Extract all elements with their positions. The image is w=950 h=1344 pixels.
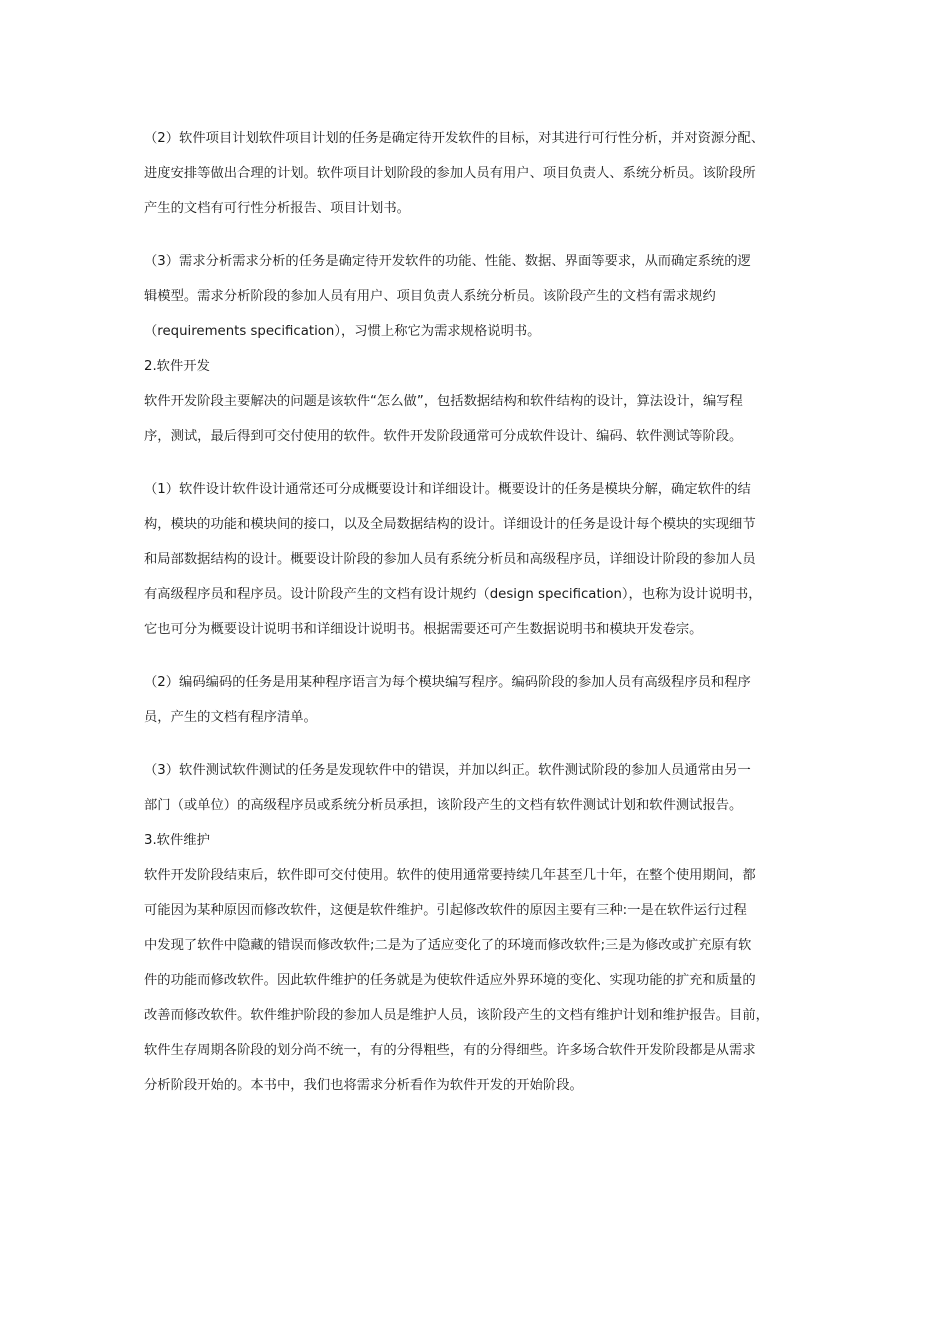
- text-line: 序，测试，最后得到可交付使用的软件。软件开发阶段通常可分成软件设计、编码、软件测试等阶段。: [144, 429, 743, 444]
- text-line: 软件生存周期各阶段的划分尚不统一，有的分得粗些，有的分得细些。许多场合软件开发阶段都是从需求: [144, 1043, 756, 1058]
- paragraph-testing: [144, 753, 812, 823]
- text-line: 可能因为某种原因而修改软件，这便是软件维护。引起修改软件的原因主要有三种:一是在软件运行过程: [144, 903, 747, 918]
- text-line: （2）编码编码的任务是用某种程序语言为每个模块编写程序。编码阶段的参加人员有高级程序员和程序: [144, 675, 751, 690]
- text-line: （3）需求分析需求分析的任务是确定待开发软件的功能、性能、数据、界面等要求，从而确定系统的逻: [144, 254, 751, 269]
- paragraph-software-design: [144, 472, 812, 647]
- text-line: 软件开发阶段结束后，软件即可交付使用。软件的使用通常要持续几年甚至几十年，在整个使用期间，都: [144, 868, 756, 883]
- text-line: （requirements specification），习惯上称它为需求规格说明书。: [144, 324, 541, 339]
- text-line: 中发现了软件中隐藏的错误而修改软件;二是为了适应变化了的环境而修改软件;三是为修改或扩充原有软: [144, 938, 752, 953]
- text-line: 部门（或单位）的高级程序员或系统分析员承担，该阶段产生的文档有软件测试计划和软件测试报告。: [144, 798, 743, 813]
- text-line: （3）软件测试软件测试的任务是发现软件中的错误，并加以纠正。软件测试阶段的参加人员通常由另一: [144, 763, 751, 778]
- text-line: （1）软件设计软件设计通常还可分成概要设计和详细设计。概要设计的任务是模块分解，确定软件的结: [144, 482, 751, 497]
- text-line: 有高级程序员和程序员。设计阶段产生的文档有设计规约（design specification），也称为设计说明书，: [144, 587, 762, 602]
- text-line: 产生的文档有可行性分析报告、项目计划书。: [144, 201, 410, 216]
- section-heading-maintenance: 3.软件维护: [144, 833, 210, 848]
- text-line: 分析阶段开始的。本书中，我们也将需求分析看作为软件开发的开始阶段。: [144, 1078, 583, 1093]
- text-line: （2）软件项目计划软件项目计划的任务是确定待开发软件的目标，对其进行可行性分析，并对资源分配、: [144, 131, 765, 146]
- paragraph-requirements: [144, 244, 812, 349]
- paragraph-maintenance: [144, 858, 812, 1103]
- paragraph-project-plan: [144, 121, 812, 226]
- text-line: 员，产生的文档有程序清单。: [144, 710, 317, 725]
- text-line: 改善而修改软件。软件维护阶段的参加人员是维护人员，该阶段产生的文档有维护计划和维护报告。目前，: [144, 1008, 769, 1023]
- text-line: 构，模块的功能和模块间的接口，以及全局数据结构的设计。详细设计的任务是设计每个模块的实现细节: [144, 517, 756, 532]
- text-line: 和局部数据结构的设计。概要设计阶段的参加人员有系统分析员和高级程序员，详细设计阶段的参加人员: [144, 552, 756, 567]
- text-line: 件的功能而修改软件。因此软件维护的任务就是为使软件适应外界环境的变化、实现功能的扩充和质量的: [144, 973, 756, 988]
- text-line: 进度安排等做出合理的计划。软件项目计划阶段的参加人员有用户、项目负责人、系统分析员。该阶段所: [144, 166, 756, 181]
- paragraph-coding: [144, 665, 812, 735]
- paragraph-development-intro: [144, 384, 812, 454]
- document-page: [144, 121, 812, 1103]
- text-line: 软件开发阶段主要解决的问题是该软件“怎么做”，包括数据结构和软件结构的设计，算法设计，编写程: [144, 394, 743, 409]
- text-line: 它也可分为概要设计说明书和详细设计说明书。根据需要还可产生数据说明书和模块开发卷宗。: [144, 622, 703, 637]
- section-heading-development: 2.软件开发: [144, 359, 210, 374]
- text-line: 辑模型。需求分析阶段的参加人员有用户、项目负责人系统分析员。该阶段产生的文档有需求规约: [144, 289, 716, 304]
